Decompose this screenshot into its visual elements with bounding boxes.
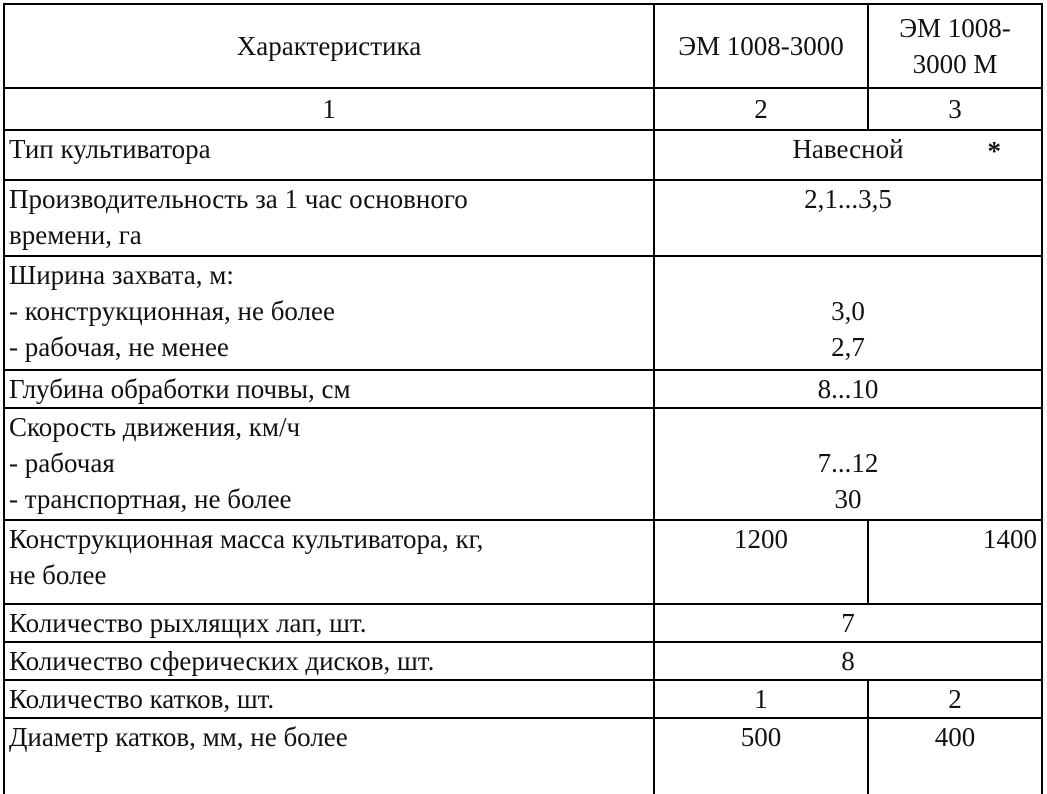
row-type-value-cell (654, 130, 1042, 180)
row-mass-value-b: 1400 (868, 520, 1042, 604)
column-number-row (4, 88, 1042, 130)
row-speed (4, 408, 1042, 520)
row-depth (4, 370, 1042, 408)
column-number-1: 1 (4, 88, 654, 130)
row-tines-label: Количество рыхлящих лап, шт. (4, 604, 654, 642)
row-width-value-working: 2,7 (831, 332, 865, 362)
column-number-2: 2 (654, 88, 868, 130)
row-discs (4, 642, 1042, 680)
row-productivity-label-line1: Производительность за 1 час основного (9, 184, 468, 214)
row-roller-diameter (4, 718, 1042, 794)
row-speed-label-line1: Скорость движения, км/ч (9, 412, 301, 442)
column-number-3: 3 (868, 88, 1042, 130)
specification-table (3, 3, 1043, 794)
row-mass-value-a: 1200 (654, 520, 868, 604)
row-rollers-label: Количество катков, шт. (4, 680, 654, 718)
row-productivity-value: 2,1...3,5 (654, 180, 1042, 256)
row-discs-value: 8 (654, 642, 1042, 680)
row-width-value-construction: 3,0 (831, 296, 865, 326)
row-productivity-label (4, 180, 654, 256)
row-mass (4, 520, 1042, 604)
row-width (4, 256, 1042, 370)
row-rollers (4, 680, 1042, 718)
header-model-b-line2: 3000 М (912, 49, 998, 79)
row-speed-label (4, 408, 654, 520)
row-speed-label-line2: - рабочая (9, 448, 115, 478)
row-tines (4, 604, 1042, 642)
row-type (4, 130, 1042, 180)
row-roller-diameter-value-b: 400 (868, 718, 1042, 794)
header-characteristic: Характеристика (4, 4, 654, 88)
footnote-asterisk: * (987, 136, 1001, 166)
row-rollers-value-b: 2 (868, 680, 1042, 718)
row-speed-value-working: 7...12 (817, 448, 879, 478)
row-speed-value-transport: 30 (834, 484, 862, 514)
row-type-value: Навесной (792, 134, 904, 164)
row-rollers-value-a: 1 (654, 680, 868, 718)
row-width-label (4, 256, 654, 370)
row-depth-label: Глубина обработки почвы, см (4, 370, 654, 408)
row-tines-value: 7 (654, 604, 1042, 642)
row-width-values (654, 256, 1042, 370)
row-depth-value: 8...10 (654, 370, 1042, 408)
row-type-label: Тип культиватора (4, 130, 654, 180)
row-productivity (4, 180, 1042, 256)
row-roller-diameter-value-a: 500 (654, 718, 868, 794)
row-discs-label: Количество сферических дисков, шт. (4, 642, 654, 680)
row-roller-diameter-label: Диаметр катков, мм, не более (4, 718, 654, 794)
header-model-a: ЭМ 1008-3000 (654, 4, 868, 88)
header-model-b (868, 4, 1042, 88)
row-width-label-line3: - рабочая, не менее (9, 332, 229, 362)
header-model-b-line1: ЭМ 1008- (899, 13, 1011, 43)
row-width-label-line2: - конструкционная, не более (9, 296, 336, 326)
row-speed-label-line3: - транспортная, не более (9, 484, 292, 514)
row-mass-label (4, 520, 654, 604)
row-mass-label-line2: не более (9, 560, 107, 590)
row-mass-label-line1: Конструкционная масса культиватора, кг, (9, 524, 484, 554)
row-productivity-label-line2: времени, га (9, 220, 142, 250)
row-speed-values (654, 408, 1042, 520)
header-row (4, 4, 1042, 88)
row-width-label-line1: Ширина захвата, м: (9, 260, 234, 290)
